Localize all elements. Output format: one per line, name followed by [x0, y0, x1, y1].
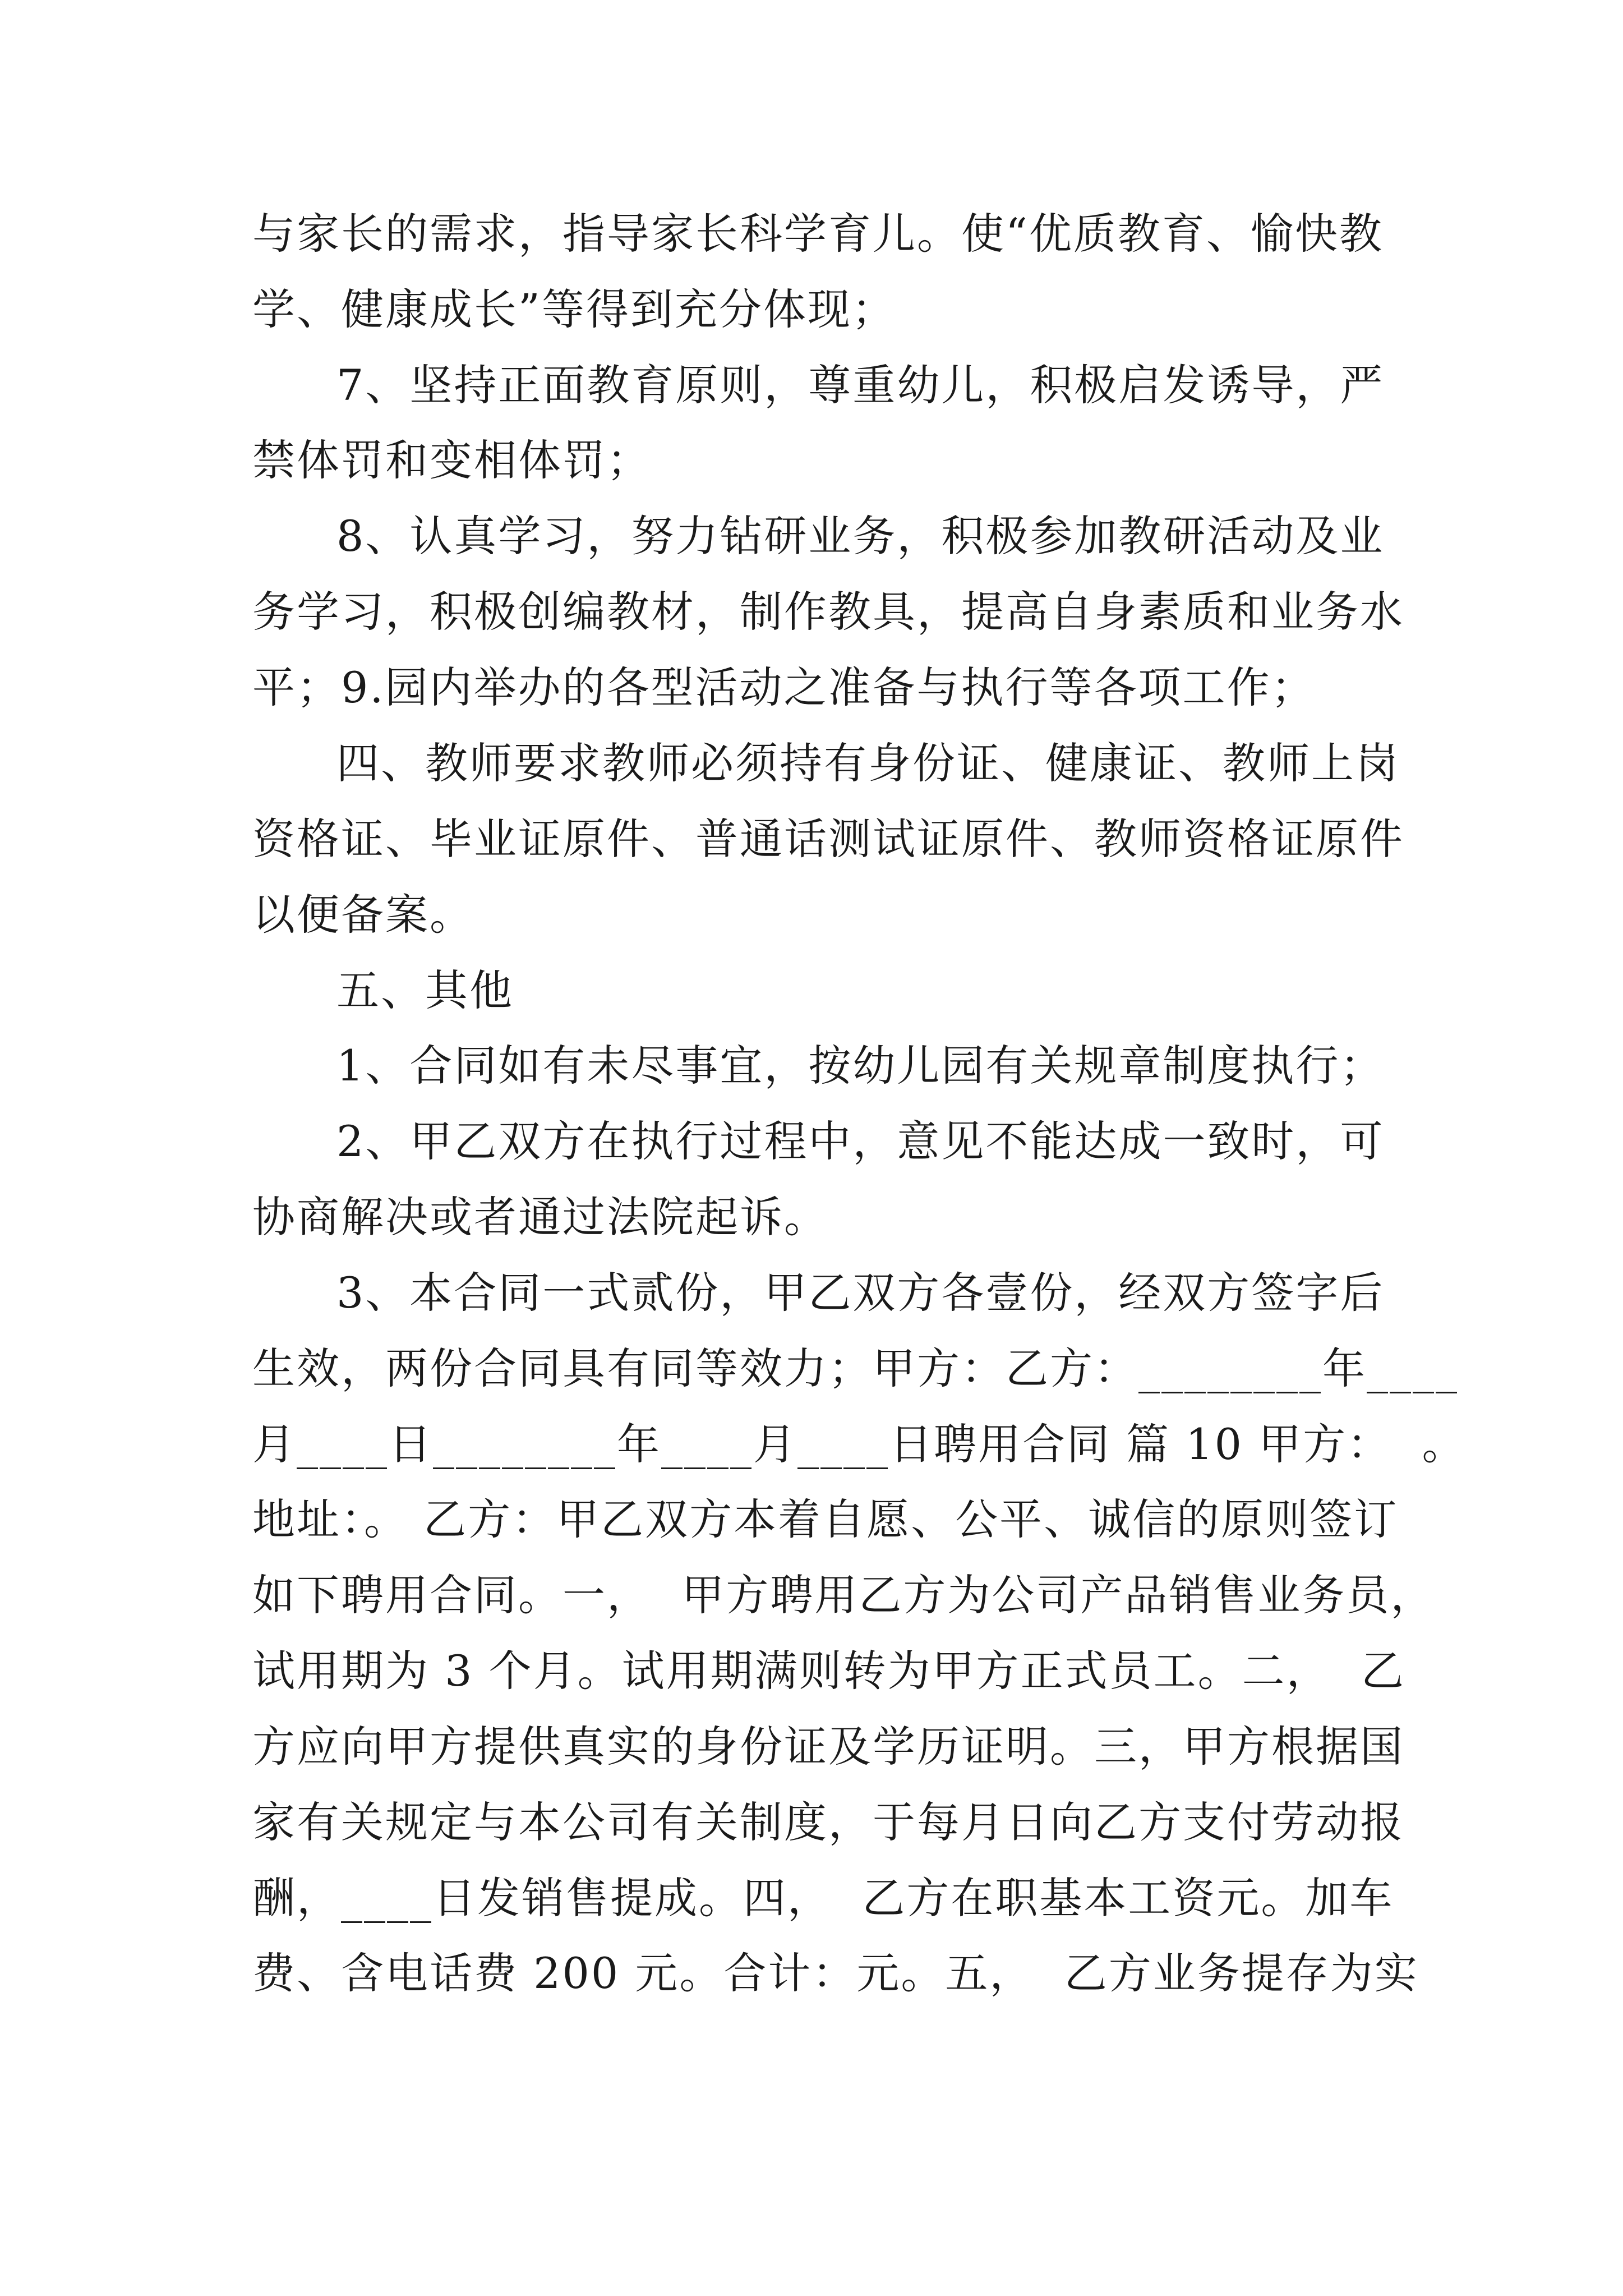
text-line: 8、认真学习，努力钻研业务，积极参加教研活动及业 [336, 511, 1385, 561]
text-line: 与家长的需求，指导家长科学育儿。使“优质教育、愉快教 [252, 209, 1384, 259]
text-line: 方应向甲方提供真实的身份证及学历证明。三，甲方根据国 [252, 1722, 1404, 1772]
text-line: 3、本合同一式贰份，甲乙双方各壹份，经双方签字后 [336, 1268, 1385, 1318]
text-line: 平；9.园内举办的各型活动之准备与执行等各项工作； [252, 662, 1316, 712]
text-line: 资格证、毕业证原件、普通话测试证原件、教师资格证原件 [252, 814, 1404, 864]
text-line: 2、甲乙双方在执行过程中，意见不能达成一致时，可 [336, 1116, 1385, 1166]
text-line: 酬，____日发销售提成。四， 乙方在职基本工资元。加车 [252, 1873, 1394, 1923]
text-line: 月____日________年____月____日聘用合同 篇 10 甲方： 。 [252, 1419, 1467, 1469]
text-line: 如下聘用合同。一， 甲方聘用乙方为公司产品销售业务员， [252, 1570, 1435, 1620]
text-line: 学、健康成长”等得到充分体现； [252, 284, 896, 334]
text-line: 务学习，积极创编教材，制作教具，提高自身素质和业务水 [252, 587, 1404, 637]
text-line: 地址：。 乙方：甲乙双方本着自愿、公平、诚信的原则签订 [252, 1494, 1399, 1544]
section-heading: 五、其他 [336, 965, 514, 1015]
text-line: 四、教师要求教师必须持有身份证、健康证、教师上岗 [336, 738, 1400, 788]
text-line: 禁体罚和变相体罚； [252, 435, 651, 485]
text-line: 7、坚持正面教育原则，尊重幼儿，积极启发诱导，严 [336, 360, 1385, 410]
text-line: 生效，两份合同具有同等效力；甲方：乙方：________年____ [252, 1343, 1459, 1393]
text-line: 费、含电话费 200 元。合计：元。五， 乙方业务提存为实 [252, 1948, 1419, 1998]
text-line: 1、合同如有未尽事宜，按幼儿园有关规章制度执行； [336, 1041, 1385, 1091]
text-line: 协商解决或者通过法院起诉。 [252, 1192, 828, 1242]
text-line: 以便备案。 [252, 890, 474, 940]
text-line: 家有关规定与本公司有关制度，于每月日向乙方支付劳动报 [252, 1797, 1404, 1847]
text-line: 试用期为 3 个月。试用期满则转为甲方正式员工。二， 乙 [252, 1646, 1405, 1696]
